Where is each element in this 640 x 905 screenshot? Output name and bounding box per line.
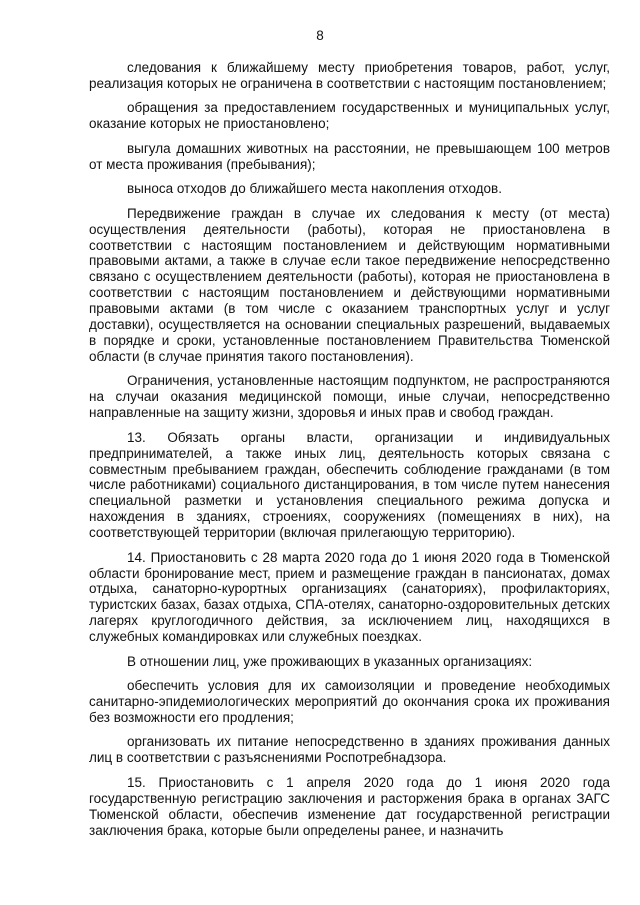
paragraph: следования к ближайшему месту приобретения товаров, работ, услуг, реализация которых не ограничена в соответствии с настоящим постановлением; xyxy=(89,60,610,91)
paragraph: выноса отходов до ближайшего места накопления отходов. xyxy=(127,181,502,197)
page-number: 8 xyxy=(316,28,324,43)
paragraph: 13. Обязать органы власти, организации и индивидуальных предпринимателей, а также иных лиц, деятельность которых связана с совместным пребыванием граждан, обеспечить соблюдение гражданами (в том числе работниками) социального дистанцирования, в том числе путем нанесения специальной разметки и установления специального режима допуска и нахождения в зданиях, строениях, сооружениях (помещениях в них), на соответствующей территории (включая прилегающую территорию). xyxy=(89,429,610,541)
paragraph: 14. Приостановить с 28 марта 2020 года до 1 июня 2020 года в Тюменской области бронирование мест, прием и размещение граждан в пансионатах, домах отдыха, санаторно-курортных организациях (санаториях), профилакториях, туристских базах, базах отдыха, СПА-отелях, санаторно-оздоровительных детских лагерях круглогодичного действия, за исключением лиц, находящихся в служебных командировках или служебных поездках. xyxy=(89,549,610,645)
paragraph: 15. Приостановить с 1 апреля 2020 года до 1 июня 2020 года государственную регистрацию заключения и расторжения брака в органах ЗАГС Тюменской области, обеспечив изменение дат государственной регистрации заключения брака, которые были определены ранее, и назначить xyxy=(89,774,610,838)
paragraph: Передвижение граждан в случае их следования к месту (от места) осуществления деятельности (работы), которая не приостановлена в соответствии с настоящим постановлением и действующим нормативными правовыми актами, а также в случае если такое передвижение непосредственно связано с осуществлением деятельности (работы), которая не приостановлена в соответствии с настоящим постановлением и действующими нормативными правовыми актами (в том числе с оказанием транспортных услуг и услуг доставки), осуществляется на основании специальных разрешений, выдаваемых в порядке и сроки, установленные постановлением Правительства Тюменской области (в случае принятия такого постановления). xyxy=(89,205,610,364)
paragraph: обращения за предоставлением государственных и муниципальных услуг, оказание которых не приостановлено; xyxy=(89,100,610,132)
paragraph: выгула домашних животных на расстоянии, не превышающем 100 метров от места проживания (пребывания); xyxy=(89,140,610,172)
paragraph: Ограничения, установленные настоящим подпунктом, не распространяются на случаи оказания медицинской помощи, иные случаи, непосредственно направленные на защиту жизни, здоровья и иных прав и свобод граждан. xyxy=(89,373,610,421)
paragraph: В отношении лиц, уже проживающих в указанных организациях: xyxy=(127,653,533,669)
document-body xyxy=(89,60,610,847)
paragraph: организовать их питание непосредственно в зданиях проживания данных лиц в соответствии с разъяснениями Роспотребнадзора. xyxy=(89,734,610,766)
paragraph: обеспечить условия для их самоизоляции и проведение необходимых санитарно-эпидемиологических мероприятий до окончания срока их проживания без возможности его продления; xyxy=(89,678,610,725)
